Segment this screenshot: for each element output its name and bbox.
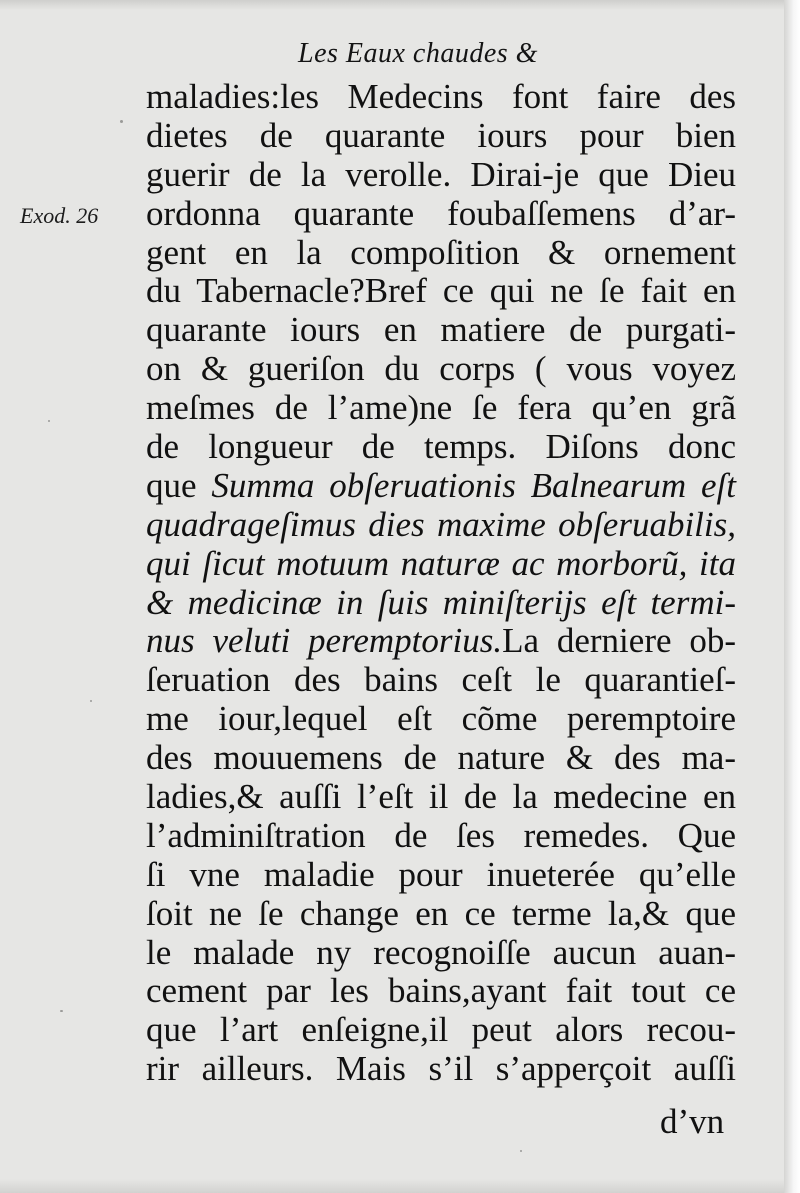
text-line <box>146 117 736 156</box>
line-text: dietes de quarante iours pour bien <box>146 115 736 155</box>
line-text: ſi vne maladie pour inueterée qu’elle <box>146 854 736 894</box>
line-text: des mouuemens de nature & des ma- <box>146 738 736 778</box>
text-line <box>146 700 736 739</box>
text-line <box>146 778 736 817</box>
text-line <box>146 817 736 856</box>
text-line <box>146 661 736 700</box>
latin-quotation: nus veluti peremptorius. <box>146 621 503 661</box>
paper-speck <box>90 700 92 702</box>
text-line <box>146 428 736 467</box>
margin-note: Exod. 26 <box>20 203 99 228</box>
text-line <box>146 856 736 895</box>
line-text: guerir de la verolle. Dirai-je que Dieu <box>146 154 736 194</box>
line-text: maladies:les Medecins font faire des <box>146 77 736 116</box>
text-line <box>146 506 736 545</box>
paper-speck <box>60 1010 63 1012</box>
text-line <box>146 972 736 1011</box>
line-text: meſmes de l’ame)ne ſe fera qu’en grã <box>146 388 736 428</box>
latin-quotation: quadrageſimus dies maxime obſeruabilis, <box>146 504 736 544</box>
running-head: Les Eaux chaudes & <box>298 38 538 69</box>
line-text: le malade ny recognoiſſe aucun auan- <box>146 932 736 972</box>
page-bottom-shadow <box>0 1179 800 1193</box>
text-line <box>146 584 736 623</box>
line-text: que l’art enſeigne,il peut alors recou- <box>146 1010 736 1050</box>
line-text: du Tabernacle?Bref ce qui ne ſe fait en <box>146 271 736 311</box>
paper-speck <box>48 420 50 422</box>
line-text: rir ailleurs. Mais s’il s’apperçoit auſſi <box>146 1049 736 1089</box>
text-line <box>146 1050 736 1089</box>
latin-quotation: Summa obſeruationis Balnearum eſt <box>211 465 736 505</box>
text-line <box>146 195 736 234</box>
text-line <box>146 739 736 778</box>
line-text: La derniere ob- <box>502 621 736 661</box>
text-line <box>146 1011 736 1050</box>
line-text: me iour,lequel eſt cõme peremptoire <box>146 699 736 739</box>
text-line <box>146 350 736 389</box>
page-right-edge <box>784 0 800 1193</box>
line-text: ladies,& auſſi l’eſt il de la medecine en <box>146 777 736 817</box>
text-line <box>146 311 736 350</box>
line-text: ſeruation des bains ceſt le quarantieſ- <box>146 660 736 700</box>
text-line <box>146 272 736 311</box>
text-line <box>146 545 736 584</box>
text-line <box>146 467 736 506</box>
text-line <box>146 622 736 661</box>
text-line <box>146 389 736 428</box>
line-text: quarante iours en matiere de purgati- <box>146 310 736 350</box>
body-text <box>146 78 736 1089</box>
line-text: que <box>146 465 212 505</box>
line-text: on & gueriſon du corps ( vous voyez <box>146 349 736 389</box>
paper-speck <box>520 1150 522 1152</box>
text-line <box>146 156 736 195</box>
text-line <box>146 934 736 973</box>
text-line <box>146 78 736 117</box>
page-top-shadow <box>0 0 800 10</box>
catchword: d’vn <box>660 1102 725 1141</box>
line-text: cement par les bains,ayant fait tout ce <box>146 971 736 1011</box>
latin-quotation: & medicinæ in ſuis miniſterijs eſt termi- <box>146 582 736 622</box>
latin-quotation: qui ſicut motuum naturæ ac morborũ, ita <box>146 543 736 583</box>
line-text: de longueur de temps. Diſons donc <box>146 427 736 467</box>
paper-speck <box>120 120 123 123</box>
line-text: ordonna quarante foubaſſemens d’ar- <box>146 193 736 233</box>
line-text: ſoit ne ſe change en ce terme la,& que <box>146 893 736 933</box>
line-text: gent en la compoſition & ornement <box>146 232 736 272</box>
text-line <box>146 895 736 934</box>
line-text: l’adminiſtration de ſes remedes. Que <box>146 815 736 855</box>
text-line <box>146 234 736 273</box>
